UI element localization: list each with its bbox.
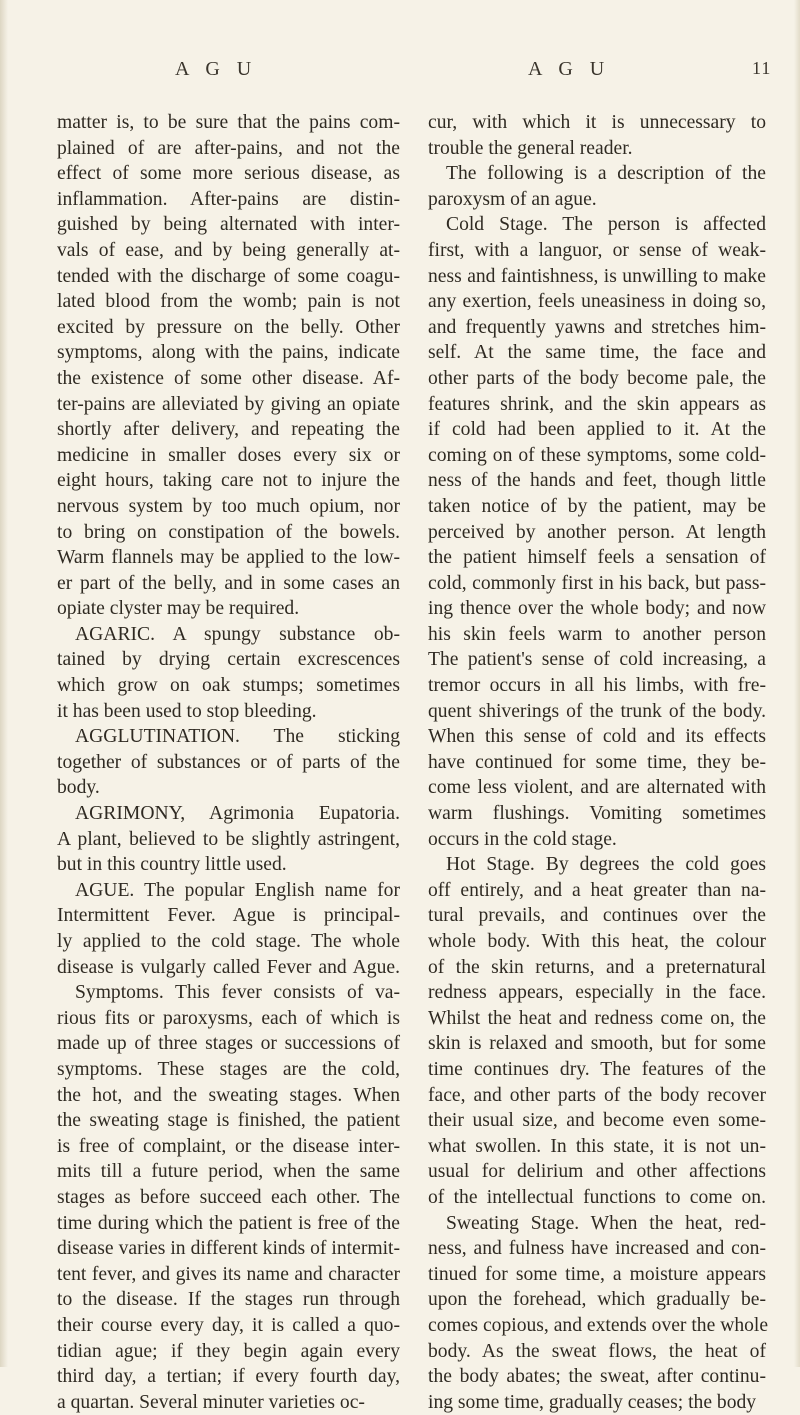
text-line: er part of the belly, and in some cases an <box>57 572 400 594</box>
text-line: opiate clyster may be required. <box>57 598 300 620</box>
text-line: Intermittent Fever. Ague is principal- <box>57 905 400 927</box>
text-line: the sweating stage is finished, the patient <box>57 1110 400 1132</box>
text-line: occurs in the cold stage. <box>428 828 617 850</box>
text-line: Sweating Stage. When the heat, red- <box>446 1212 766 1234</box>
text-line: redness appears, especially in the face. <box>428 982 766 1004</box>
text-line: trouble the general reader. <box>428 137 633 159</box>
text-line: Hot Stage. By degrees the cold goes <box>446 854 766 876</box>
text-line: cold, commonly first in his back, but pass- <box>428 572 766 594</box>
text-line: AGRIMONY, Agrimonia Eupatoria. <box>75 803 400 825</box>
text-line: eight hours, taking care not to injure the <box>57 470 400 492</box>
text-line: tural prevails, and continues over the <box>428 905 766 927</box>
running-header <box>0 58 800 88</box>
text-line: tent fever, and gives its name and character <box>57 1263 400 1285</box>
text-line: any exertion, feels uneasiness in doing so, <box>428 291 766 313</box>
text-line: the body abates; the sweat, after continu- <box>428 1366 766 1388</box>
text-line: third day, a tertian; if every fourth day, <box>57 1366 400 1388</box>
text-line: rious fits or paroxysms, each of which is <box>57 1007 400 1029</box>
text-line: tremor occurs in all his limbs, with fre- <box>428 675 766 697</box>
text-line: ness of the hands and feet, though little <box>428 470 766 492</box>
text-line: tidian ague; if they begin again every <box>57 1340 400 1362</box>
text-line: Whilst the heat and redness come on, the <box>428 1007 766 1029</box>
text-line: plained of are after-pains, and not the <box>57 137 400 159</box>
text-line: Warm flannels may be applied to the low- <box>57 547 400 569</box>
text-line: The following is a description of the <box>446 163 766 185</box>
text-line: body. As the sweat flows, the heat of <box>428 1340 766 1362</box>
text-line: together of substances or of parts of the <box>57 751 400 773</box>
text-line: ness and faintishness, is unwilling to make <box>428 265 766 287</box>
text-line: vals of ease, and by being generally at- <box>57 239 400 261</box>
text-line: AGUE. The popular English name for <box>75 879 400 901</box>
text-line: self. At the same time, the face and <box>428 342 766 364</box>
text-line: quent shiverings of the trunk of the body. <box>428 700 766 722</box>
text-line: shortly after delivery, and repeating the <box>57 419 400 441</box>
right-text-column <box>428 110 769 1415</box>
text-line: AGARIC. A spungy substance ob- <box>75 623 400 645</box>
text-line: ing thence over the whole body; and now <box>428 598 766 620</box>
text-line: effect of some more serious disease, as <box>57 163 400 185</box>
text-line: taken notice of by the patient, may be <box>428 495 766 517</box>
text-line: which grow on oak stumps; sometimes <box>57 675 400 697</box>
text-line: whole body. With this heat, the colour <box>428 931 766 952</box>
text-line: mits till a future period, when the same <box>57 1161 400 1183</box>
text-line: if cold had been applied to it. At the <box>428 419 766 441</box>
text-line: to the disease. If the stages run through <box>57 1289 400 1311</box>
text-line: AGGLUTINATION. The sticking <box>75 726 400 748</box>
text-line: A plant, believed to be slightly astringent, <box>57 828 400 850</box>
text-line: Cold Stage. The person is affected <box>446 214 766 236</box>
text-line: their usual size, and become even some- <box>428 1110 766 1132</box>
text-line: ter-pains are alleviated by giving an opiate <box>57 393 400 415</box>
text-line: stages as before succeed each other. The <box>57 1186 400 1208</box>
text-line: disease varies in different kinds of intermit- <box>57 1238 400 1260</box>
text-line: come less violent, and are alternated with <box>428 777 766 799</box>
text-line: coming on of these symptoms, some cold- <box>428 444 766 466</box>
text-line: ly applied to the cold stage. The whole <box>57 931 400 952</box>
text-line: perceived by another person. At length <box>428 521 766 543</box>
text-line: features shrink, and the skin appears as <box>428 393 766 415</box>
text-line: comes copious, and extends over the whole <box>428 1314 769 1336</box>
text-line: usual for delirium and other affections <box>428 1161 766 1183</box>
text-line: but in this country little used. <box>57 854 287 876</box>
text-line: symptoms, along with the pains, indicate <box>57 342 400 364</box>
text-line: ing some time, gradually ceases; the body <box>428 1391 757 1413</box>
text-line: is free of complaint, or the disease inter- <box>57 1135 400 1157</box>
page-left-edge-shadow <box>0 0 8 1367</box>
text-line: inflammation. After-pains are distin- <box>57 188 400 210</box>
text-line: symptoms. These stages are the cold, <box>57 1058 400 1080</box>
text-line: the hot, and the sweating stages. When <box>57 1084 400 1106</box>
left-text-column <box>57 110 400 1415</box>
text-line: upon the forehead, which gradually be- <box>428 1289 766 1311</box>
text-line: a quartan. Several minuter varieties oc- <box>57 1391 365 1413</box>
text-line: his skin feels warm to another person <box>428 623 766 645</box>
text-line: face, and other parts of the body recover <box>428 1084 766 1106</box>
text-line: ness, and fulness have increased and con- <box>428 1238 766 1260</box>
text-line: the existence of some other disease. Af- <box>57 367 400 389</box>
text-line: paroxysm of an ague. <box>428 188 597 210</box>
text-line: time continues dry. The features of the <box>428 1058 766 1080</box>
text-line: to bring on constipation of the bowels. <box>57 521 400 543</box>
text-line: of the skin returns, and a preternatural <box>428 956 766 978</box>
text-line: made up of three stages or successions of <box>57 1033 400 1055</box>
text-line: matter is, to be sure that the pains com- <box>57 112 400 133</box>
text-line: warm flushings. Vomiting sometimes <box>428 803 766 825</box>
text-line: what swollen. In this state, it is not un- <box>428 1135 766 1157</box>
page-number: 11 <box>752 58 772 78</box>
text-line: other parts of the body become pale, the <box>428 367 766 389</box>
text-line: When this sense of cold and its effects <box>428 726 766 748</box>
text-line: of the intellectual functions to come on. <box>428 1186 766 1208</box>
text-line: disease is vulgarly called Fever and Ague. <box>57 956 400 978</box>
text-line: tended with the discharge of some coagu- <box>57 265 400 287</box>
text-line: it has been used to stop bleeding. <box>57 700 317 722</box>
page-right-edge-shadow <box>794 0 800 1367</box>
text-line: nervous system by too much opium, nor <box>57 495 400 517</box>
text-line: and frequently yawns and stretches him- <box>428 316 766 338</box>
text-line: time during which the patient is free of the <box>57 1212 400 1234</box>
text-line: medicine in smaller doses every six or <box>57 444 400 466</box>
text-line: tained by drying certain excrescences <box>57 649 400 671</box>
text-line: their course every day, it is called a quo- <box>57 1314 400 1336</box>
text-line: tinued for some time, a moisture appears <box>428 1263 766 1285</box>
text-line: Symptoms. This fever consists of va- <box>75 982 400 1004</box>
text-line: guished by being alternated with inter- <box>57 214 400 236</box>
right-running-head: A G U <box>528 58 611 80</box>
text-line: lated blood from the womb; pain is not <box>57 291 400 313</box>
text-line: skin is relaxed and smooth, but for some <box>428 1033 766 1055</box>
text-line: have continued for some time, they be- <box>428 751 766 773</box>
text-line: body. <box>57 777 100 799</box>
text-line: cur, with which it is unnecessary to <box>428 112 766 133</box>
text-line: the patient himself feels a sensation of <box>428 547 766 569</box>
left-running-head: A G U <box>175 58 258 80</box>
text-line: excited by pressure on the belly. Other <box>57 316 400 338</box>
text-line: first, with a languor, or sense of weak- <box>428 239 766 261</box>
text-line: The patient's sense of cold increasing, a <box>428 649 766 671</box>
text-line: off entirely, and a heat greater than na- <box>428 879 766 901</box>
